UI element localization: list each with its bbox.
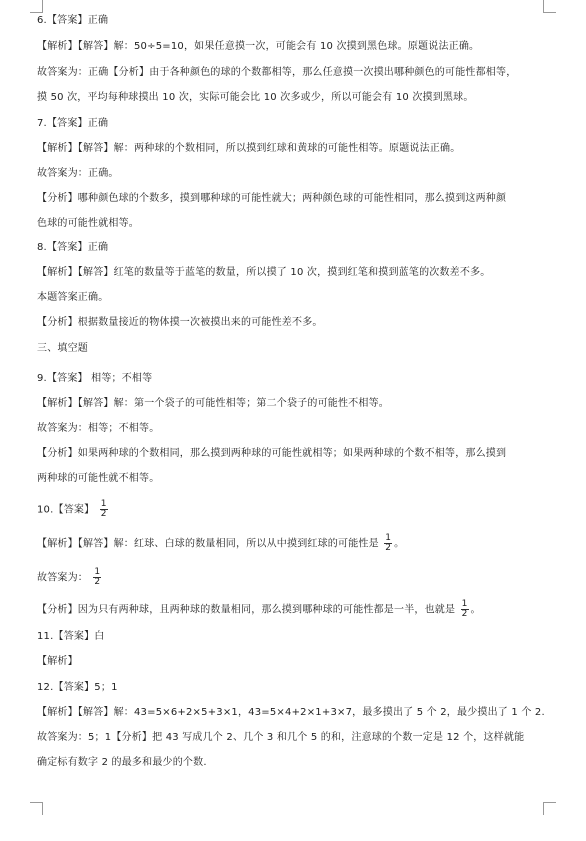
answer-12-explanation: 【解析】【解答】解：43=5×6+2×5+3×1，43=5×4+2×1+3×7，最多摸出了 5 个 2，最少摸出了 1 个 2. bbox=[37, 707, 545, 718]
fraction-one-half bbox=[384, 534, 392, 553]
page-corner-mark-top-right bbox=[543, 0, 556, 13]
answer-6-analysis-line1: 故答案为：正确【分析】由于各种颜色的球的个数都相等，那么任意摸一次摸出哪种颜色的可能性都相等， bbox=[37, 67, 517, 78]
answer-7-conclusion: 故答案为：正确。 bbox=[37, 168, 119, 179]
answer-6-analysis-line2: 摸 50 次，平均每种球摸出 10 次，实际可能会比 10 次多或少，所以可能会有 10 次摸到黑球。 bbox=[37, 92, 474, 103]
fraction-one-half bbox=[100, 500, 108, 519]
answer-10-analysis bbox=[37, 600, 552, 619]
answer-6-heading: 6.【答案】正确 bbox=[37, 15, 109, 26]
fraction-numerator: 1 bbox=[385, 533, 392, 543]
answer-10-explanation bbox=[37, 534, 552, 553]
answer-12-heading: 12.【答案】5；1 bbox=[37, 682, 118, 693]
answer-10-heading bbox=[37, 500, 552, 519]
fraction-one-half bbox=[461, 600, 469, 619]
answer-10-heading-label: 10.【答案】 bbox=[37, 504, 95, 516]
answer-7-explanation: 【解析】【解答】解：两种球的个数相同，所以摸到红球和黄球的可能性相等。原题说法正确。 bbox=[37, 143, 461, 154]
answer-7-analysis-line2: 色球的可能性就相等。 bbox=[37, 218, 139, 229]
fraction-numerator: 1 bbox=[94, 567, 101, 577]
answer-10-analysis-text: 【分析】因为只有两种球，且两种球的数量相同，那么摸到哪种球的可能性都是一半，也就是 bbox=[37, 604, 456, 616]
answer-7-analysis-line1: 【分析】哪种颜色球的个数多，摸到哪种球的可能性就大；两种颜色球的可能性相同，那么摸到这两种颜 bbox=[37, 193, 507, 204]
answer-9-heading: 9.【答案】 相等；不相等 bbox=[37, 373, 153, 384]
section-heading-fill-blank: 三、填空题 bbox=[37, 343, 88, 354]
answer-9-explanation: 【解析】【解答】解：第一个袋子的可能性相等；第二个袋子的可能性不相等。 bbox=[37, 398, 389, 409]
sentence-period: 。 bbox=[470, 604, 481, 616]
answer-7-heading: 7.【答案】正确 bbox=[37, 118, 109, 129]
answer-9-conclusion: 故答案为：相等；不相等。 bbox=[37, 423, 160, 434]
answer-9-analysis-line1: 【分析】如果两种球的个数相同，那么摸到两种球的可能性就相等；如果两种球的个数不相等，那么摸到 bbox=[37, 448, 507, 459]
answer-8-conclusion: 本题答案正确。 bbox=[37, 292, 109, 303]
answer-6-explanation: 【解析】【解答】解：50÷5=10，如果任意摸一次，可能会有 10 次摸到黑色球。原题说法正确。 bbox=[37, 41, 480, 52]
fraction-numerator: 1 bbox=[100, 499, 107, 509]
fraction-numerator: 1 bbox=[461, 599, 468, 609]
page-corner-mark-bottom-right bbox=[543, 802, 556, 815]
fraction-one-half bbox=[93, 568, 101, 587]
answer-8-analysis: 【分析】根据数量接近的物体摸一次被摸出来的可能性差不多。 bbox=[37, 317, 323, 328]
page-corner-mark-bottom-left bbox=[30, 802, 43, 815]
answer-9-analysis-line2: 两种球的可能性就不相等。 bbox=[37, 473, 160, 484]
fraction-denominator: 2 bbox=[100, 509, 107, 519]
answer-8-explanation: 【解析】【解答】红笔的数量等于蓝笔的数量，所以摸了 10 次，摸到红笔和摸到蓝笔的次数差不多。 bbox=[37, 267, 491, 278]
fraction-denominator: 2 bbox=[461, 609, 468, 619]
answer-10-conclusion-text: 故答案为： bbox=[37, 572, 88, 584]
answer-8-heading: 8.【答案】正确 bbox=[37, 242, 109, 253]
fraction-denominator: 2 bbox=[94, 577, 101, 587]
answer-12-analysis-line1: 故答案为：5；1【分析】把 43 写成几个 2、几个 3 和几个 5 的和，注意球的个数一定是 12 个，这样就能 bbox=[37, 732, 525, 743]
page-corner-mark-top-left bbox=[30, 0, 43, 13]
fraction-denominator: 2 bbox=[385, 543, 392, 553]
sentence-period: 。 bbox=[394, 538, 405, 550]
answer-11-explanation: 【解析】 bbox=[37, 656, 78, 667]
answer-10-explanation-text: 【解析】【解答】解：红球、白球的数量相同，所以从中摸到红球的可能性是 bbox=[37, 538, 379, 550]
answer-10-conclusion bbox=[37, 568, 552, 587]
answer-11-heading: 11.【答案】白 bbox=[37, 631, 105, 642]
answer-12-analysis-line2: 确定标有数字 2 的最多和最少的个数. bbox=[37, 757, 207, 768]
